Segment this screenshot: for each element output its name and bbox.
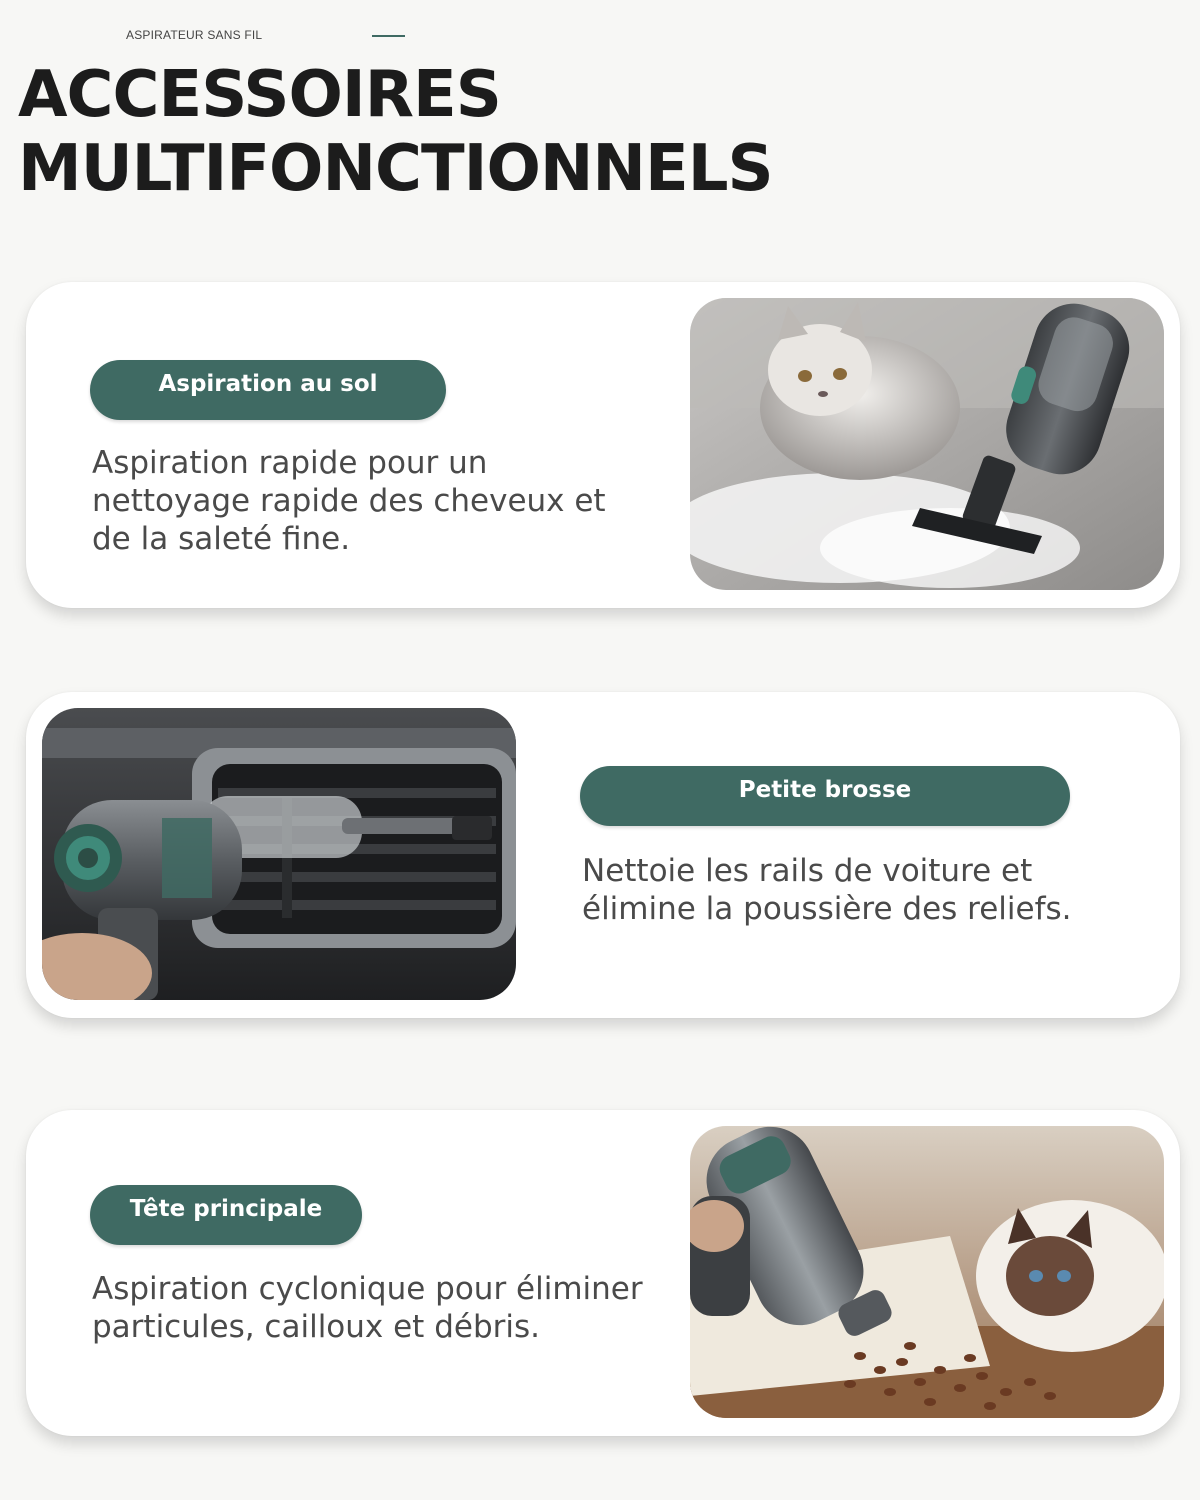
eyebrow-label: ASPIRATEUR SANS FIL: [126, 28, 263, 42]
page-title-line-1: ACCESSOIRES: [18, 58, 501, 132]
eyebrow-divider: [372, 35, 405, 37]
feature-description-floor: [92, 444, 692, 558]
feature-card-main-head: [26, 1110, 1180, 1436]
feature-label-floor: Aspiration au sol: [90, 360, 446, 420]
description-line: de la saleté fine.: [92, 521, 351, 557]
page-title-line-2: MULTIFONCTIONNELS: [18, 132, 773, 206]
description-line: Aspiration rapide pour un: [92, 445, 488, 481]
description-line: Aspiration cyclonique pour éliminer: [92, 1271, 643, 1307]
description-line: Nettoie les rails de voiture et: [582, 853, 1033, 889]
feature-description-main-head: [92, 1270, 702, 1346]
feature-label-main-head: Tête principale: [90, 1185, 362, 1245]
description-line: nettoyage rapide des cheveux et: [92, 483, 606, 519]
feature-description-small-brush: [582, 852, 1162, 928]
feature-card-small-brush: [26, 692, 1180, 1018]
photo-car-vent-brush: [42, 708, 516, 1000]
page-title: [18, 58, 773, 206]
description-line: élimine la poussière des reliefs.: [582, 891, 1072, 927]
feature-label-small-brush: Petite brosse: [580, 766, 1070, 826]
feature-card-floor: [26, 282, 1180, 608]
description-line: particules, cailloux et débris.: [92, 1309, 540, 1345]
photo-cat-floor-vacuum: [690, 298, 1164, 590]
photo-cat-kibble-vacuum: [690, 1126, 1164, 1418]
